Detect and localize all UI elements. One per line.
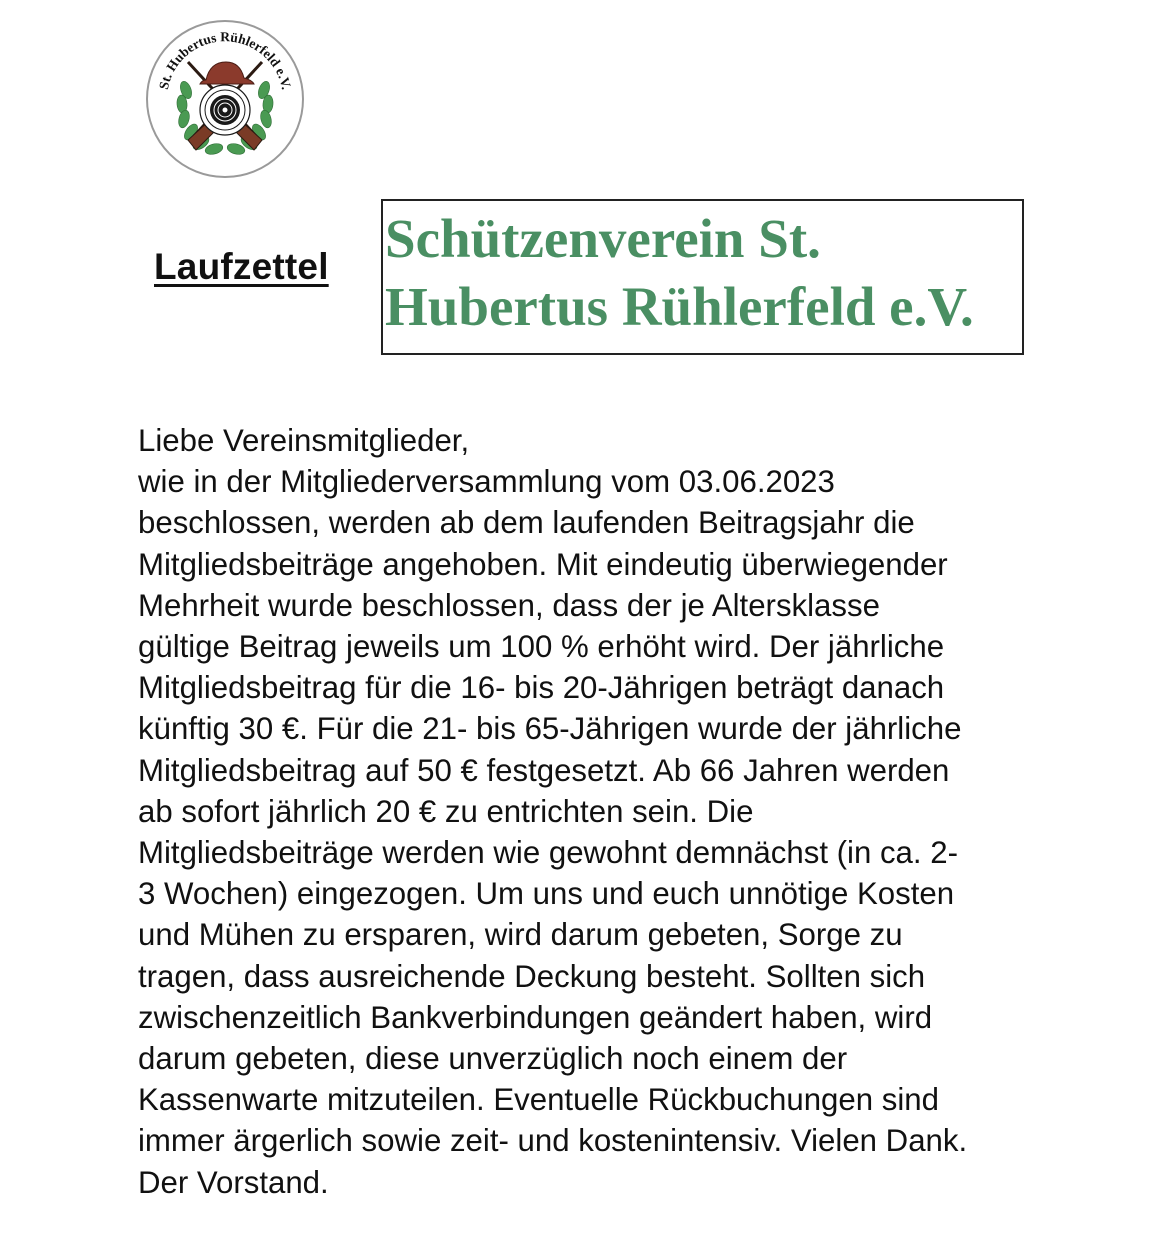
letter-line: immer ärgerlich sowie zeit- und kostenintensiv. Vielen Dank. bbox=[138, 1123, 968, 1159]
letter-body bbox=[138, 420, 1088, 1203]
letter-line: wie in der Mitgliederversammlung vom 03.06.2023 bbox=[138, 464, 835, 500]
letter-line: 3 Wochen) eingezogen. Um uns und euch unnötige Kosten bbox=[138, 876, 955, 912]
letter-line: Mitgliedsbeiträge werden wie gewohnt demnächst (in ca. 2- bbox=[138, 835, 958, 871]
letter-line: ab sofort jährlich 20 € zu entrichten sein. Die bbox=[138, 793, 754, 829]
letter-line: künftig 30 €. Für die 21- bis 65-Jährigen wurde der jährliche bbox=[138, 711, 962, 747]
document-label: Laufzettel bbox=[154, 246, 329, 287]
letter-line: Mitgliedsbeitrag für die 16- bis 20-Jährigen beträgt danach bbox=[138, 670, 945, 706]
letter-line: darum gebeten, diese unverzüglich noch einem der bbox=[138, 1041, 848, 1077]
letter-line: Mitgliedsbeitrag auf 50 € festgesetzt. Ab 66 Jahren werden bbox=[138, 752, 950, 788]
letter-line: zwischenzeitlich Bankverbindungen geändert haben, wird bbox=[138, 999, 933, 1035]
club-name-line-2: Hubertus Rühlerfeld e.V. bbox=[385, 276, 974, 337]
club-logo bbox=[144, 18, 306, 180]
club-name-line-1: Schützenverein St. bbox=[385, 208, 821, 269]
letter-signature: Der Vorstand. bbox=[138, 1164, 329, 1200]
letter-line: Mehrheit wurde beschlossen, dass der je Altersklasse bbox=[138, 587, 880, 623]
club-emblem-icon bbox=[144, 18, 306, 180]
letter-line: tragen, dass ausreichende Deckung besteht. Sollten sich bbox=[138, 958, 926, 994]
letter-line: beschlossen, werden ab dem laufenden Beitragsjahr die bbox=[138, 505, 915, 541]
letter-line: und Mühen zu ersparen, wird darum gebeten, Sorge zu bbox=[138, 917, 903, 953]
letter-line: Liebe Vereinsmitglieder, bbox=[138, 423, 470, 458]
logo-ring-text: St. Hubertus Rühlerfeld e.V. bbox=[155, 29, 295, 91]
letter-line: Mitgliedsbeiträge angehoben. Mit eindeutig überwiegender bbox=[138, 546, 948, 582]
letter-line: gültige Beitrag jeweils um 100 % erhöht wird. Der jährliche bbox=[138, 629, 945, 665]
club-name-box bbox=[381, 199, 1024, 355]
letter-line: Kassenwarte mitzuteilen. Eventuelle Rückbuchungen sind bbox=[138, 1082, 939, 1118]
